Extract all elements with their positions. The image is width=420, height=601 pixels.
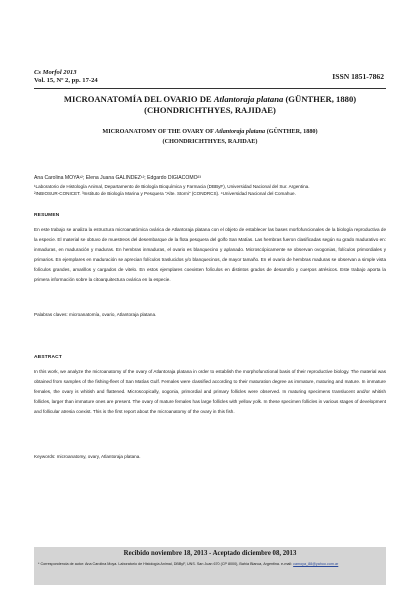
issn: ISSN 1851-7862 — [332, 72, 384, 81]
abstract-heading: ABSTRACT — [34, 355, 62, 360]
title-en-suffix: (GÜNTHER, 1880) — [265, 128, 318, 135]
correspondence-text: * Correspondencia de autor: Ana Carolina Moya. Laboratorio de Histología Animal, DBByF, UNS. San Juan 670 (CP 8000), Bahía Blanca, Argentina. e-mail: — [38, 562, 294, 566]
title-es-prefix: MICROANATOMÍA DEL OVARIO DE — [63, 94, 214, 104]
abstract-keywords-value: microanatomy, ovary, Atlantoraja platana. — [56, 454, 141, 459]
title-english — [30, 127, 390, 147]
journal-name: Cs Morfol 2013 — [34, 69, 77, 76]
resumen-keywords-value: microanatomía, ovario, Atlantoraja platana. — [68, 312, 157, 317]
author-list: Ana Carolina MOYA¹²; Elena Juana GALINDEZ¹²; Edgardo DIGIACOMO²³ — [34, 175, 201, 181]
abstract-body: In this work, we analyze the microanatomy of the ovary of Atlantoraja platana in order to establish the morphofunctional basis of their reproductive biology. The material was obtained from samples of the fishing-fleet of San Matías Gulf. Females were classified according to their maturation degree as immature, maturing and mature. In immature females, the ovary is whitish and flattened. Microscopically, oogonia, primordial and primary follicles were observed. In maturing specimens translucent and/or whitish follicles, larger than immature ones are present. The ovary of mature females has large follicles with yellow yolk. In these specimen follicles in various stages of development and follicular atresia coexist. This is the first report about the microanatomy of the ovary in this fish. — [34, 369, 386, 414]
resumen-body: En este trabajo se analiza la estructura microanatómica ovárica de Atlantoraja platana con el objeto de establecer las bases morfofuncionales de la biología reproductiva de la especie. El material se obtuvo de muestreos del desembarque de la flota pesquera del golfo San Matías. Las hembras fueron clasificadas según su grado madurativo en: inmaduras, en maduración y maduras. En hembras inmaduras, el ovario es blanquecino y aplanado. Microscópicamente se observan ovogonias, folículos primordiales y primarios. En ejemplares en maduración se aprecian folículos traslucidos y/o blanquecinos, de mayor tamaño. En el ovario de hembras maduras se observan a simple vista folículos grandes, amarillos y cargados de vitelo. En estos ejemplares coexisten folículos en distintos grados de desarrollo y cuerpos atrésicos. Este trabajo aporta la primera información sobre la citoarquitectura ovárica en la especie. — [34, 227, 386, 282]
resumen-keywords-label: Palabras claves: — [34, 312, 69, 317]
footer-band — [34, 547, 386, 585]
title-en-species: Atlantoraja platana — [215, 128, 266, 135]
abstract-keywords — [34, 453, 386, 461]
received-dates: Recibido noviembre 18, 2013 - Aceptado diciembre 08, 2013 — [123, 550, 297, 557]
title-spanish — [30, 94, 390, 116]
journal-header — [34, 69, 98, 85]
affiliation-1: ¹Laboratorio de Histología Animal, Departamento de Biología Bioquímica y Farmacia (DBByF), Universidad Nacional del Sur. Argentina. — [34, 184, 310, 189]
affiliation-2: ²INBIOSUR-CONICET. ³Instituto de Biología Marina y Pesquera “Alte. Storni” (CONDRCS). ⁴Universidad Nacional del Comahue. — [34, 191, 296, 197]
title-es-species: Atlantoraja platana — [213, 94, 284, 104]
correspondence-email-link[interactable]: camoya_88@yahoo.com.ar — [293, 562, 339, 566]
resumen-heading: RESUMEN — [34, 213, 60, 218]
title-en-line2: (CHONDRICHTHYES, RAJIDAE) — [162, 138, 258, 145]
title-es-suffix: (GÜNTHER, 1880) — [283, 94, 357, 104]
affiliations — [34, 183, 386, 198]
abstract-keywords-label: Keywords: — [34, 454, 57, 459]
journal-volume: Vol. 15, Nº 2, pp. 17-24 — [34, 77, 98, 84]
correspondence-note — [38, 561, 382, 567]
header-divider — [34, 88, 386, 89]
resumen-keywords — [34, 311, 386, 319]
title-en-prefix: MICROANATOMY OF THE OVARY OF — [102, 128, 216, 135]
title-es-line2: (CHONDRICHTHYES, RAJIDAE) — [144, 105, 276, 115]
